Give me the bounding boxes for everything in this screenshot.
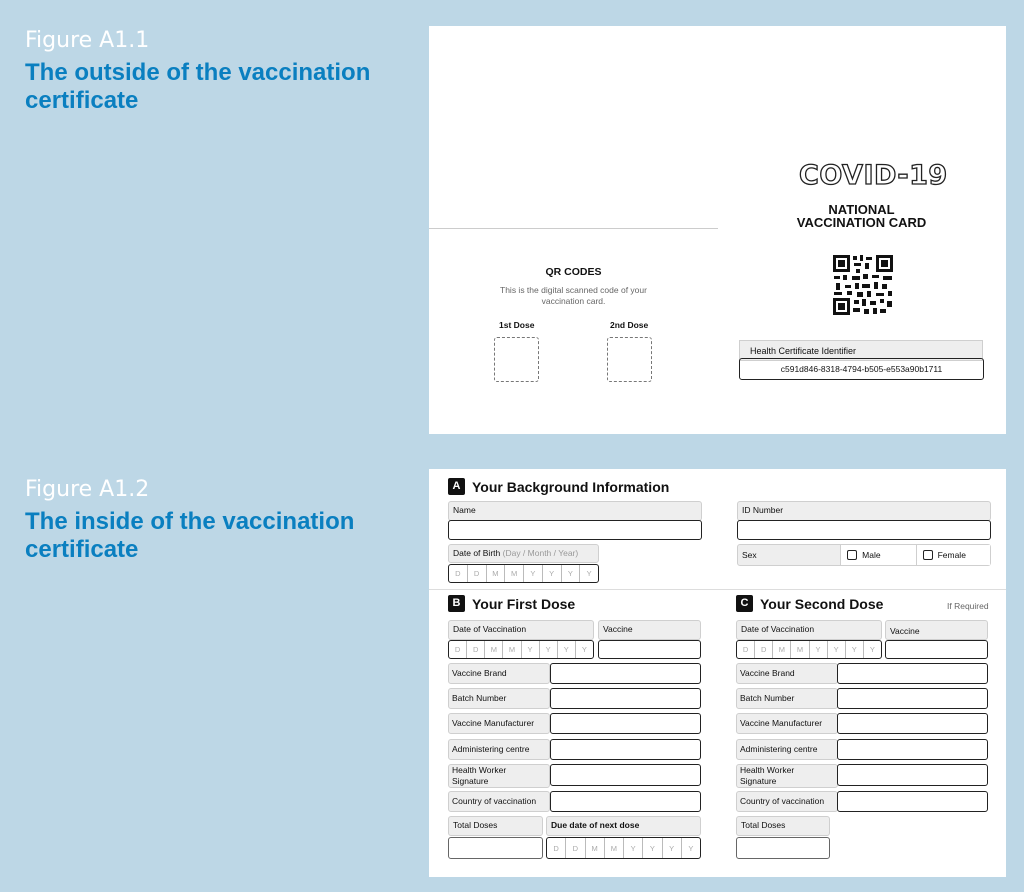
if-required-note: If Required: [947, 601, 989, 611]
c-centre-field[interactable]: [837, 739, 988, 760]
date-cell: Y: [624, 838, 643, 858]
c-manufacturer-label: Vaccine Manufacturer: [736, 713, 838, 734]
c-vaccine-label: Vaccine: [885, 620, 988, 640]
fold-line: [429, 228, 718, 229]
figure-2-title: The inside of the vaccination certificate: [25, 508, 355, 563]
section-b-heading: [448, 595, 575, 612]
dob-date-field[interactable]: [448, 564, 599, 583]
section-b-badge: B: [448, 595, 465, 612]
b-manufacturer-label: Vaccine Manufacturer: [448, 713, 550, 734]
date-cell: M: [605, 838, 624, 858]
b-date-label: Date of Vaccination: [448, 620, 594, 640]
c-batch-field[interactable]: [837, 688, 988, 709]
section-divider: [429, 589, 1006, 590]
c-country-label: Country of vaccination: [736, 791, 838, 812]
c-signature-label: [736, 764, 838, 788]
dob-label: [448, 544, 599, 563]
section-c-badge: C: [736, 595, 753, 612]
qr-dose2-placeholder: [607, 337, 652, 382]
date-cell: D: [449, 565, 468, 582]
qr-code-icon: [832, 254, 894, 316]
b-signature-line2: Signature: [452, 776, 489, 786]
hci-label: Health Certificate Identifier: [739, 340, 983, 361]
date-cell: Y: [810, 641, 828, 658]
date-cell: M: [773, 641, 791, 658]
qr-subtext-1: This is the digital scanned code of your: [500, 285, 647, 295]
date-cell: M: [586, 838, 605, 858]
c-vaccine-field[interactable]: [885, 640, 988, 659]
b-centre-field[interactable]: [550, 739, 701, 760]
female-option[interactable]: [916, 545, 990, 565]
date-cell: Y: [562, 565, 581, 582]
b-vaccine-field[interactable]: [598, 640, 701, 659]
male-checkbox[interactable]: [847, 550, 857, 560]
c-signature-field[interactable]: [837, 764, 988, 786]
b-total-field[interactable]: [448, 837, 543, 859]
c-manufacturer-field[interactable]: [837, 713, 988, 734]
section-a-badge: A: [448, 478, 465, 495]
date-cell: Y: [522, 641, 540, 658]
name-label: Name: [448, 501, 702, 521]
date-cell: Y: [586, 569, 592, 578]
c-date-field[interactable]: [736, 640, 882, 659]
section-b-title: Your First Dose: [472, 595, 576, 612]
b-due-date-field[interactable]: [546, 837, 701, 859]
c-date-label: Date of Vaccination: [736, 620, 882, 640]
b-brand-field[interactable]: [550, 663, 701, 684]
card-title-line2: VACCINATION CARD: [796, 215, 927, 230]
b-signature-label: [448, 764, 550, 788]
female-label: Female: [937, 550, 966, 560]
section-a-heading: [448, 478, 669, 495]
id-number-label: ID Number: [737, 501, 991, 521]
b-signature-line1: Health Worker: [452, 765, 507, 775]
date-cell: Y: [558, 641, 576, 658]
date-cell: D: [755, 641, 773, 658]
date-cell: D: [467, 641, 485, 658]
date-cell: D: [449, 641, 467, 658]
id-number-field[interactable]: [737, 520, 991, 540]
date-cell: Y: [524, 565, 543, 582]
date-cell: Y: [643, 838, 662, 858]
date-cell: Y: [540, 641, 558, 658]
section-c-title: Your Second Dose: [760, 595, 884, 612]
card-outside: [429, 26, 1006, 434]
section-c-heading: [736, 595, 883, 612]
dose2-label: 2nd Dose: [610, 320, 649, 330]
date-cell: D: [566, 838, 585, 858]
b-manufacturer-field[interactable]: [550, 713, 701, 734]
b-vaccine-label: Vaccine: [598, 620, 701, 640]
date-cell: M: [791, 641, 809, 658]
date-cell: M: [487, 565, 506, 582]
b-country-label: Country of vaccination: [448, 791, 550, 812]
c-signature-line1: Health Worker: [740, 765, 795, 775]
covid-title: COVID-19: [799, 160, 948, 191]
male-label: Male: [862, 550, 881, 560]
date-cell: Y: [543, 565, 562, 582]
c-centre-label: Administering centre: [736, 739, 838, 760]
dob-hint: (Day / Month / Year): [502, 548, 579, 558]
card-inside: [429, 469, 1006, 877]
sex-field: [737, 544, 991, 566]
date-cell: Y: [869, 645, 875, 654]
c-total-label: Total Doses: [736, 816, 830, 836]
hci-value-field[interactable]: c591d846-8318-4794-b505-e553a90b1711: [739, 358, 984, 380]
b-brand-label: Vaccine Brand: [448, 663, 550, 684]
dob-label-text: Date of Birth: [453, 548, 501, 558]
b-date-field[interactable]: [448, 640, 594, 659]
b-due-label: Due date of next dose: [546, 816, 701, 836]
dose1-label: 1st Dose: [499, 320, 535, 330]
date-cell: Y: [581, 645, 587, 654]
date-cell: D: [547, 838, 566, 858]
male-option[interactable]: [840, 545, 915, 565]
c-brand-field[interactable]: [837, 663, 988, 684]
c-total-field[interactable]: [736, 837, 830, 859]
c-signature-line2: Signature: [740, 776, 777, 786]
figure-2-label: Figure A1.2: [25, 477, 150, 502]
c-batch-label: Batch Number: [736, 688, 838, 709]
name-field[interactable]: [448, 520, 702, 540]
date-cell: D: [737, 641, 755, 658]
b-country-field[interactable]: [550, 791, 701, 812]
section-a-title: Your Background Information: [472, 478, 670, 495]
figure-1-title: The outside of the vaccination certificate: [25, 59, 371, 114]
b-batch-label: Batch Number: [448, 688, 550, 709]
date-cell: Y: [663, 838, 682, 858]
b-centre-label: Administering centre: [448, 739, 550, 760]
c-country-field[interactable]: [837, 791, 988, 812]
card-title-line1: NATIONAL: [828, 202, 895, 217]
figure-1-label: Figure A1.1: [25, 28, 150, 53]
b-total-label: Total Doses: [448, 816, 543, 836]
b-batch-field[interactable]: [550, 688, 701, 709]
female-checkbox[interactable]: [923, 550, 933, 560]
b-signature-field[interactable]: [550, 764, 701, 786]
qr-subtext-2: vaccination card.: [541, 296, 606, 306]
date-cell: M: [503, 641, 521, 658]
date-cell: M: [505, 565, 524, 582]
qr-dose1-placeholder: [494, 337, 539, 382]
qr-heading: QR CODES: [545, 266, 602, 278]
date-cell: D: [468, 565, 487, 582]
sex-label: Sex: [742, 550, 757, 560]
date-cell: Y: [828, 641, 846, 658]
date-cell: M: [485, 641, 503, 658]
date-cell: Y: [846, 641, 864, 658]
date-cell: Y: [688, 843, 694, 853]
c-brand-label: Vaccine Brand: [736, 663, 838, 684]
